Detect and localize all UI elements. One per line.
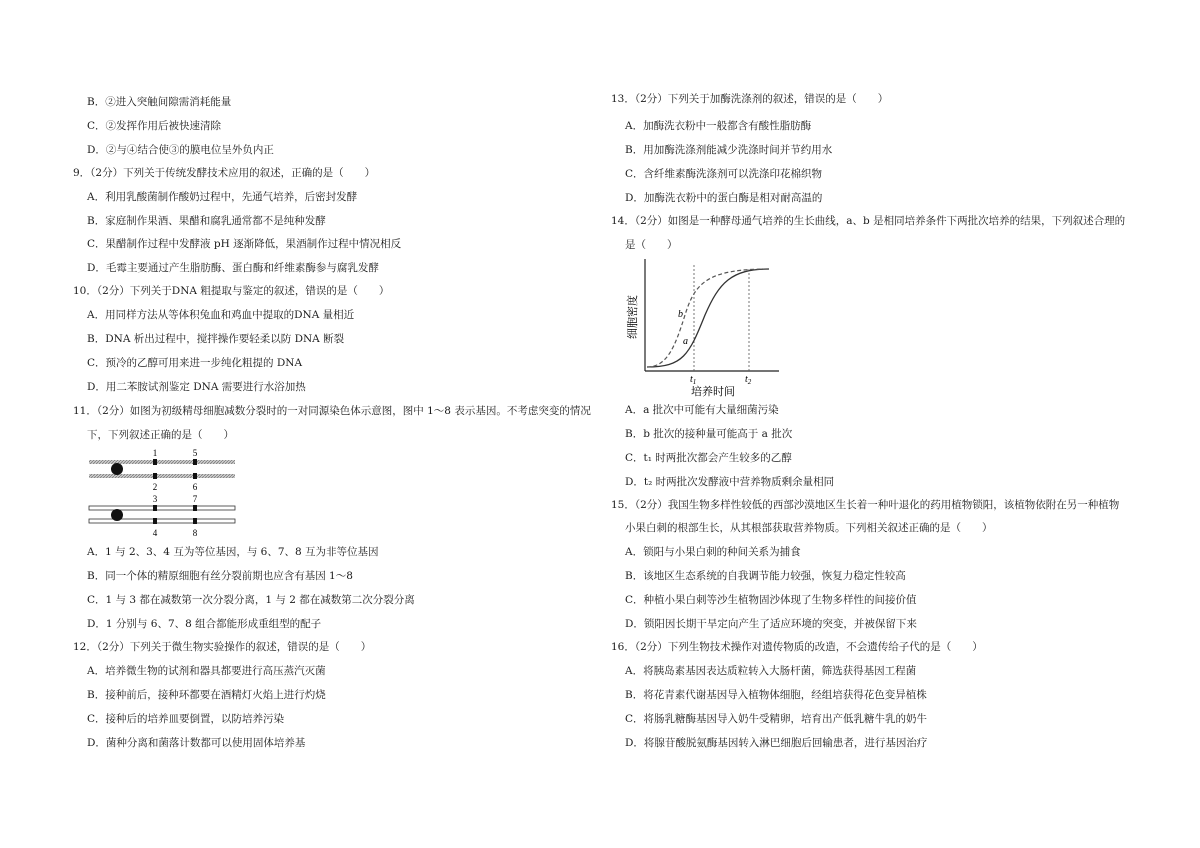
gene-marker (153, 473, 157, 479)
gene-label: 5 (192, 448, 198, 458)
option-line: C．1 与 3 都在减数第一次分裂分离，1 与 2 都在减数第二次分裂分离 (87, 594, 415, 606)
gene-label: 8 (192, 528, 198, 538)
option-line: B．接种前后，接种环都要在酒精灯火焰上进行灼烧 (87, 689, 326, 701)
question-stem: 10．（2分）下列关于DNA 粗提取与鉴定的叙述，错误的是（ ） (73, 285, 390, 297)
curve-b-label: b (678, 309, 683, 320)
option-line: D．将腺苷酸脱氨酶基因转入淋巴细胞后回输患者，进行基因治疗 (625, 737, 928, 749)
option-line: A．1 与 2、3、4 互为等位基因，与 6、7、8 互为非等位基因 (87, 546, 379, 558)
option-line: A．利用乳酸菌制作酸奶过程中，先通气培养，后密封发酵 (87, 191, 358, 203)
homologous-chromosome-figure (87, 446, 257, 542)
question-stem: 9．（2分）下列关于传统发酵技术应用的叙述，正确的是（ ） (73, 167, 376, 179)
gene-marker (153, 505, 157, 511)
option-line: B．将花青素代谢基因导入植物体细胞，经组培获得花色变异植株 (625, 689, 927, 701)
gene-marker (193, 518, 197, 524)
question-stem: 13．（2分）下列关于加酶洗涤剂的叙述，错误的是（ ） (611, 93, 889, 105)
option-line: C．种植小果白刺等沙生植物固沙体现了生物多样性的间接价值 (625, 594, 917, 606)
x-axis-label: 培养时间 (691, 385, 735, 397)
gene-marker (193, 505, 197, 511)
option-line: C．将肠乳糖酶基因导入奶牛受精卵，培育出产低乳糖牛乳的奶牛 (625, 713, 928, 725)
option-line: C．t₁ 时两批次都会产生较多的乙醇 (625, 452, 792, 464)
centromere (111, 509, 123, 521)
option-line: A．将胰岛素基因表达质粒转入大肠杆菌，筛选获得基因工程菌 (625, 665, 917, 677)
option-line: A．用同样方法从等体积兔血和鸡血中提取的DNA 量相近 (87, 309, 355, 321)
option-line: D．1 分别与 6、7、8 组合都能形成重组型的配子 (87, 618, 322, 630)
option-line: D．用二苯胺试剂鉴定 DNA 需要进行水浴加热 (87, 381, 306, 393)
t1-label: $t_1$ (690, 374, 697, 386)
gene-label: 6 (192, 482, 198, 492)
gene-marker (153, 518, 157, 524)
option-line: B．家庭制作果酒、果醋和腐乳通常都不是纯种发酵 (87, 215, 326, 227)
question-stem: 11．（2分）如图为初级精母细胞减数分裂时的一对同源染色体示意图，图中 1～8 表示基因。不考虑突变的情况 (73, 405, 591, 417)
option-line: B．DNA 析出过程中，搅拌操作要轻柔以防 DNA 断裂 (87, 333, 345, 345)
gene-label: 3 (152, 494, 158, 504)
curve-b (647, 269, 769, 367)
gene-label: 7 (192, 494, 198, 504)
centromere (111, 463, 123, 475)
option-line: A．加酶洗衣粉中一般都含有酸性脂肪酶 (625, 120, 812, 132)
option-line: D．②与④结合使③的膜电位呈外负内正 (87, 144, 274, 156)
option-line: A．锁阳与小果白刺的种间关系为捕食 (625, 546, 801, 558)
chromatid-3 (89, 506, 235, 510)
question-stem: 15．（2分）我国生物多样性较低的西部沙漠地区生长着一种叶退化的药用植物锁阳，该植物依附在另一种植物 (611, 499, 1120, 511)
question-stem: 16．（2分）下列生物技术操作对遗传物质的改造，不会遗传给子代的是（ ） (611, 641, 983, 653)
chromatid-1 (89, 460, 235, 464)
t2-label: $t_2$ (745, 374, 752, 386)
question-stem: 14．（2分）如图是一种酵母通气培养的生长曲线，a、b 是相同培养条件下两批次培养的结果，下列叙述合理的 (611, 215, 1126, 227)
option-line: C．接种后的培养皿要倒置，以防培养污染 (87, 713, 285, 725)
option-line: A．a 批次中可能有大量细菌污染 (625, 404, 779, 416)
option-line: A．培养微生物的试剂和器具都要进行高压蒸汽灭菌 (87, 665, 326, 677)
option-line: D．t₂ 时两批次发酵液中营养物质剩余量相同 (625, 476, 835, 488)
question-stem-continued: 小果白刺的根部生长，从其根部获取营养物质。下列相关叙述正确的是（ ） (625, 522, 993, 534)
option-line: B．②进入突触间隙需消耗能量 (87, 96, 232, 108)
option-line: D．毛霉主要通过产生脂肪酶、蛋白酶和纤维素酶参与腐乳发酵 (87, 262, 379, 274)
gene-marker (193, 459, 197, 465)
option-line: D．加酶洗衣粉中的蛋白酶是相对耐高温的 (625, 192, 823, 204)
chromatid-4 (89, 519, 235, 523)
option-line: B．用加酶洗涤剂能减少洗涤时间并节约用水 (625, 144, 833, 156)
option-line: C．②发挥作用后被快速清除 (87, 120, 222, 132)
gene-marker (193, 473, 197, 479)
option-line: C．果醋制作过程中发酵液 pH 逐渐降低，果酒制作过程中情况相反 (87, 238, 402, 250)
curve-a (647, 269, 769, 367)
gene-label: 4 (152, 528, 158, 538)
question-stem-continued: 是（ ） (625, 239, 678, 251)
option-line: B．该地区生态系统的自我调节能力较强，恢复力稳定性较高 (625, 570, 906, 582)
option-line: C．含纤维素酶洗涤剂可以洗涤印花棉织物 (625, 168, 823, 180)
option-line: B．同一个体的精原细胞有丝分裂前期也应含有基因 1～8 (87, 570, 353, 582)
option-line: C．预冷的乙醇可用来进一步纯化粗提的 DNA (87, 357, 303, 369)
question-stem-continued: 下，下列叙述正确的是（ ） (87, 429, 234, 441)
y-axis-label: 细胞密度 (626, 295, 639, 339)
gene-label: 1 (152, 448, 158, 458)
gene-label: 2 (152, 482, 158, 492)
chromatid-2 (89, 474, 235, 478)
question-stem: 12．（2分）下列关于微生物实验操作的叙述，错误的是（ ） (73, 641, 372, 653)
option-line: B．b 批次的接种量可能高于 a 批次 (625, 428, 793, 440)
yeast-growth-curve-figure (623, 255, 783, 397)
option-line: D．菌种分离和菌落计数都可以使用固体培养基 (87, 737, 306, 749)
option-line: D．锁阳因长期干旱定向产生了适应环境的突变，并被保留下来 (625, 618, 917, 630)
curve-a-label: a (683, 336, 688, 347)
gene-marker (153, 459, 157, 465)
